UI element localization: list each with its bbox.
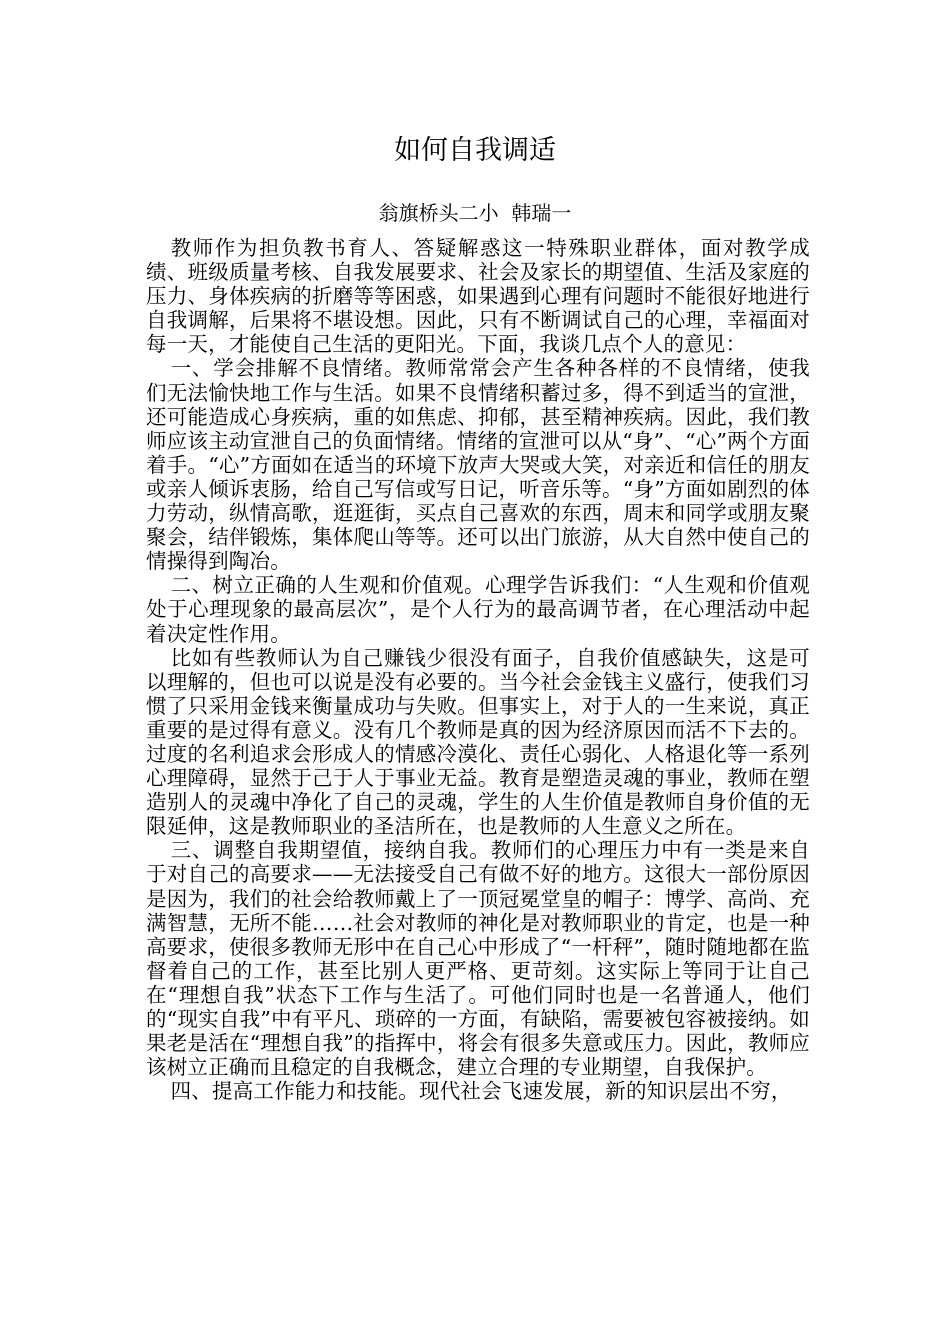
paragraph-section-2-example: 比如有些教师认为自己赚钱少很没有面子，自我价值感缺失，这是可以理解的，但也可以说是没有必要的。当今社会金钱主义盛行，使我们习惯了只采用金钱来衡量成功与失败。但事实上，对于人的一生来说，真正重要的是过得有意义。没有几个教师是真的因为经济原因而活不下去的。过度的名利追求会形成人的情感冷漠化、责任心弱化、人格退化等一系列心理障碍，显然于己于人于事业无益。教育是塑造灵魂的事业，教师在塑造别人的灵魂中净化了自己的灵魂，学生的人生价值是教师自身价值的无限延伸，这是教师职业的圣洁所在，也是教师的人生意义之所在。 xyxy=(146,645,810,839)
paragraph-section-4: 四、提高工作能力和技能。现代社会飞速发展，新的知识层出不穷， xyxy=(170,1079,792,1104)
paragraph-section-3: 三、调整自我期望值，接纳自我。教师们的心理压力中有一类是来自于对自己的高要求——无法接受自己有做不好的地方。这很大一部份原因是因为，我们的社会给教师戴上了一顶冠冕堂皇的帽子：博学、高尚、充满智慧，无所不能……社会对教师的神化是对教师职业的肯定，也是一种高要求，使很多教师无形中在自己心中形成了“一杆秤”，随时随地都在监督着自己的工作，甚至比别人更严格、更苛刻。这实际上等同于让自己在“理想自我”状态下工作与生活了。可他们同时也是一名普通人，他们的“现实自我”中有平凡、琐碎的一方面，有缺陷，需要被包容被接纳。如果老是活在“理想自我”的指挥中，将会有很多失意或压力。因此，教师应该树立正确而且稳定的自我概念，建立合理的专业期望，自我保护。 xyxy=(146,838,810,1080)
document-title: 如何自我调适 xyxy=(394,135,556,166)
paragraph-section-1: 一、学会排解不良情绪。教师常常会产生各种各样的不良情绪，使我们无法愉快地工作与生活。如果不良情绪积蓄过多，得不到适当的宣泄，还可能造成心身疾病，重的如焦虑、抑郁，甚至精神疾病。因此，我们教师应该主动宣泄自己的负面情绪。情绪的宣泄可以从“身”、“心”两个方面着手。“心”方面如在适当的环境下放声大哭或大笑，对亲近和信任的朋友或亲人倾诉衷肠，给自己写信或写日记，听音乐等。“身”方面如剧烈的体力劳动，纵情高歌，逛逛街，买点自己喜欢的东西，周末和同学或朋友聚聚会，结伴锻炼，集体爬山等等。还可以出门旅游，从大自然中使自己的情操得到陶冶。 xyxy=(146,356,810,574)
paragraph-section-2: 二、树立正确的人生观和价值观。心理学告诉我们：“人生观和价值观处于心理现象的最高层次”，是个人行为的最高调节者，在心理活动中起着决定性作用。 xyxy=(146,573,810,646)
document-body xyxy=(146,236,810,1103)
paragraph-intro: 教师作为担负教书育人、答疑解惑这一特殊职业群体，面对教学成绩、班级质量考核、自我发展要求、社会及家长的期望值、生活及家庭的压力、身体疾病的折磨等等困惑，如果遇到心理有问题时不能很好地进行自我调解，后果将不堪设想。因此，只有不断调试自己的心理，幸福面对每一天，才能使自己生活的更阳光。下面，我谈几点个人的意见： xyxy=(146,236,810,357)
author-line: 翁旗桥头二小 韩瑞一 xyxy=(378,201,572,225)
